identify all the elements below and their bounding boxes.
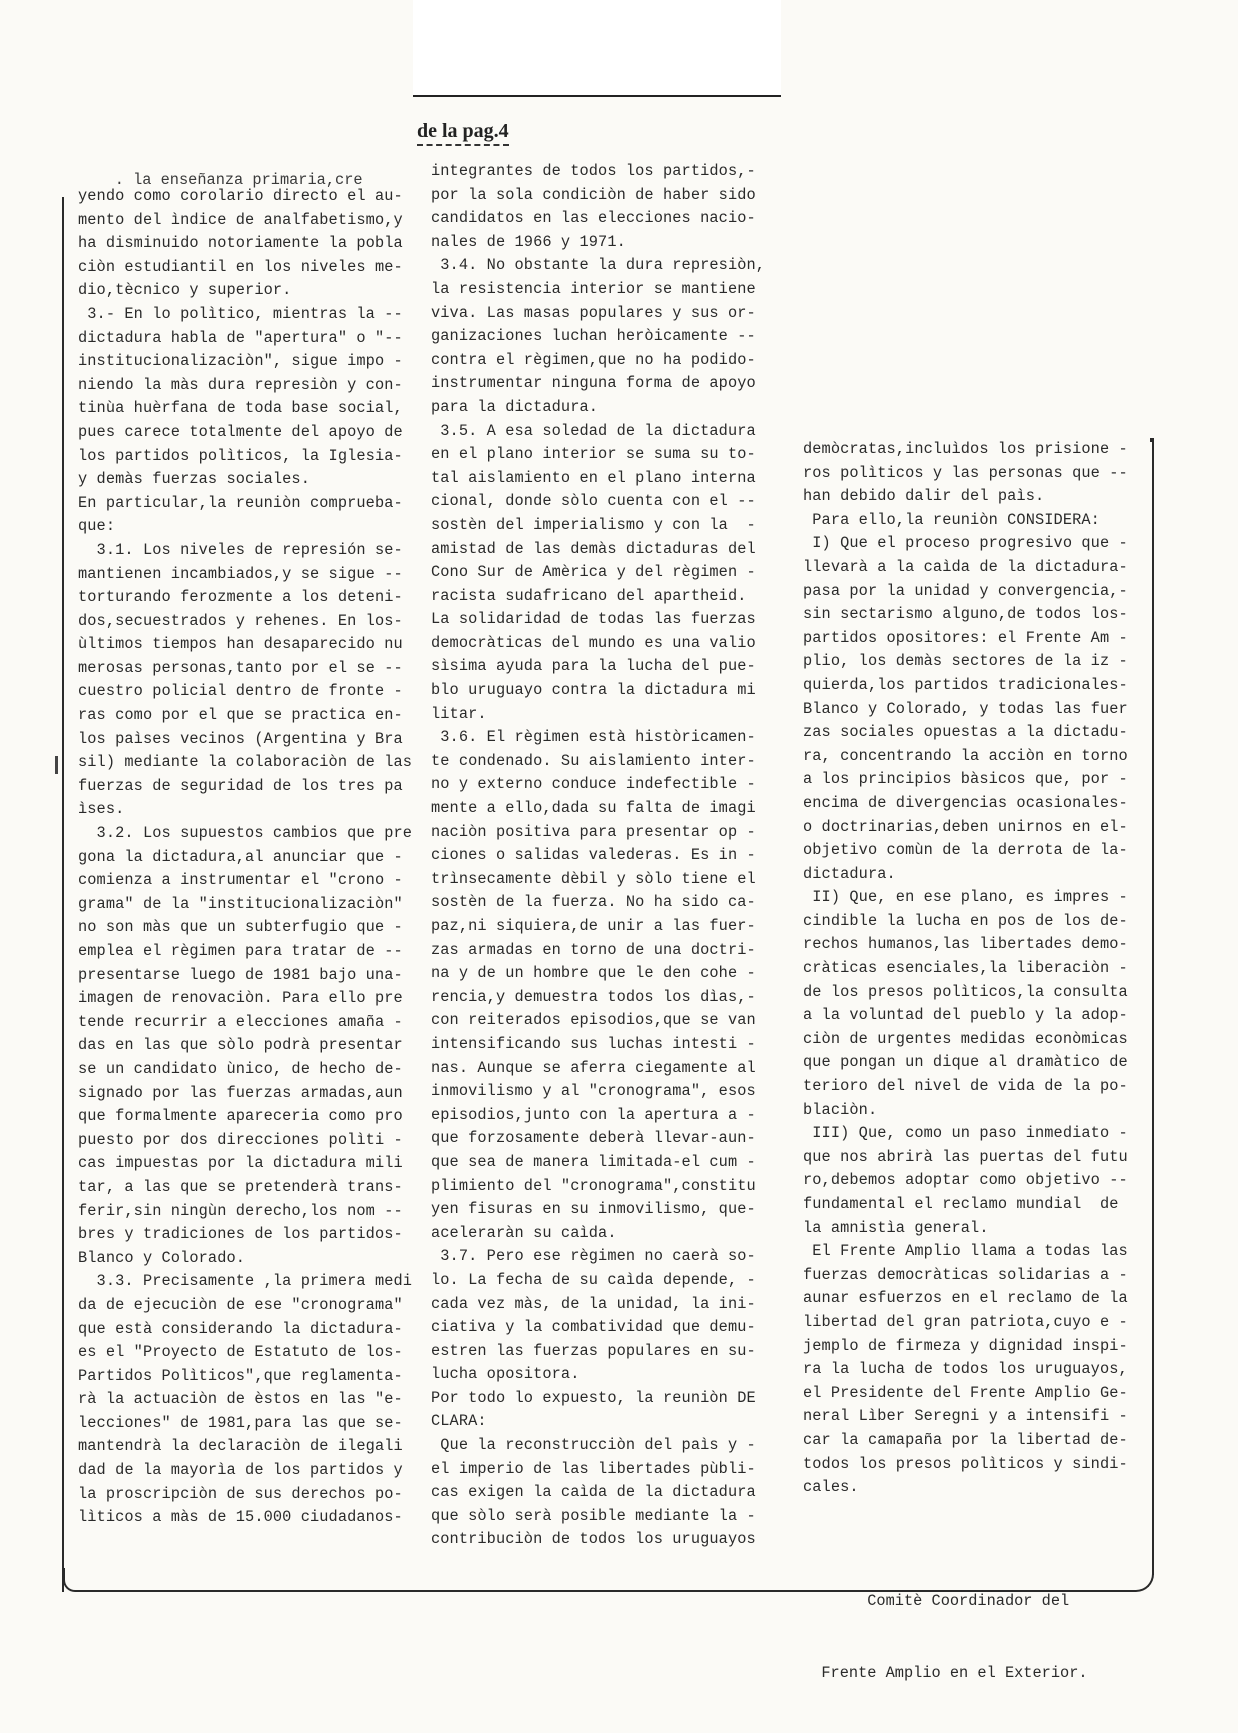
signature-line-2: Frente Amplio en el Exterior. [803,1664,1088,1682]
text-line: 3.2. Los supuestos cambios que pre [78,824,413,843]
text-line: encima de divergencias ocasionales- [803,793,1128,812]
text-line: aunar esfuerzos en el reclamo de la [803,1289,1128,1308]
text-line: litar. [431,704,487,723]
text-line: ganizaciones luchan heròicamente -- [431,327,756,346]
text-line: la proscripciòn de sus derechos po- [78,1484,403,1503]
text-line: los partidos polìticos, la Iglesia- [78,446,403,465]
text-line: zas sociales opuestas a la dictadu- [803,723,1128,742]
text-line: Blanco y Colorado, y todas las fuer [803,699,1128,718]
text-line: CLARA: [431,1412,487,1431]
text-line: cas impuestas por la dictadura mili [78,1154,403,1173]
text-line: 3.7. Pero ese règimen no caerà so- [431,1247,756,1266]
text-line: sostèn del imperialismo y con la - [431,515,756,534]
text-line: ra la lucha de todos los uruguayos, [803,1360,1128,1379]
text-line: ros polìticos y las personas que -- [803,463,1128,482]
text-line: libertad del gran patriota,cuyo e - [803,1312,1128,1331]
text-line: todos los presos polìticos y sindi- [803,1454,1128,1473]
text-line: 3.3. Precisamente ,la primera medi [78,1272,413,1291]
text-line: tinùa huèrfana de toda base social, [78,399,403,418]
signature-line-1: Comitè Coordinador del [803,1592,1070,1610]
text-line: la resistencia interior se mantiene [431,279,756,298]
text-line: terioro del nivel de vida de la po- [803,1077,1128,1096]
text-line: Por todo lo expuesto, la reuniòn DE [431,1388,756,1407]
text-line: no son màs que un subterfugio que - [78,918,403,937]
text-line: cindible la lucha en pos de los de- [803,911,1128,930]
text-line: plio, los demàs sectores de la iz - [803,652,1128,671]
text-line: dictadura habla de "apertura" o "-- [78,328,403,347]
text-line: racista sudafricano del apartheid. [431,586,747,605]
text-line: dictadura. [803,864,896,883]
text-line: fuerzas de seguridad de los tres pa [78,776,403,795]
text-line: mantendrà la declaraciòn de ilegali [78,1437,403,1456]
text-line: sin sectarismo alguno,de todos los- [803,605,1128,624]
text-line: es el "Proyecto de Estatuto de los- [78,1343,403,1362]
text-line: viva. Las masas populares y sus or- [431,303,756,322]
text-line: de los presos polìticos,la consulta [803,982,1128,1001]
text-line: rencia,y demuestra todos los dìas,- [431,987,756,1006]
text-line: fundamental el reclamo mundial de [803,1195,1119,1213]
text-line: Para ello,la reuniòn CONSIDERA: [803,510,1100,529]
text-line: jemplo de firmeza y dignidad inspi- [803,1336,1128,1355]
text-line: se un candidato ùnico, de hecho de- [78,1059,403,1078]
text-line: yen fisuras en su inmovilismo, que- [431,1200,756,1219]
text-line: dos,secuestrados y rehenes. En los- [78,611,403,630]
text-line: para la dictadura. [431,397,599,416]
text-line: tar, a las que se pretenderà trans- [78,1177,403,1196]
text-line: rà la actuaciòn de èstos en las "e- [78,1390,403,1409]
text-line: bres y tradiciones de los partidos- [78,1225,403,1244]
text-line: En particular,la reuniòn comprueba- [78,493,403,512]
text-line: que: [78,517,116,536]
text-line: imagen de renovaciòn. Para ello pre [78,989,403,1008]
text-line: objetivo comùn de la derrota de la- [803,841,1128,860]
text-line: blo uruguayo contra la dictadura mi [431,681,756,700]
text-line: la amnistìa general. [803,1218,989,1237]
text-line: das en las que sòlo podrà presentar [78,1036,403,1055]
continuation-tag: de la pag.4 [417,120,509,146]
text-line: cional, donde sòlo cuenta con el -- [431,492,756,511]
border-corner [1150,438,1154,442]
text-line: lecciones" de 1981,para las que se- [78,1413,403,1432]
text-line: partidos opositores: el Frente Am - [803,628,1128,647]
top-rule [413,95,781,97]
text-line: en el plano interior se suma su to- [431,445,756,464]
text-line: niendo la màs dura represiòn y con- [78,375,403,394]
text-line: car la camapaña por la libertad de- [803,1430,1128,1449]
text-line: trìnsecamente dèbil y sòlo tiene el [431,869,756,888]
text-line: El Frente Amplio llama a todas las [803,1242,1128,1261]
text-line: ro,debemos adoptar como objetivo -- [803,1171,1128,1190]
text-line: mento del ìndice de analfabetismo,y [78,210,403,229]
text-line: que sòlo serà posible mediante la - [431,1506,756,1525]
text-line: emplea el règimen para tratar de -- [78,942,403,960]
text-line: ciòn de urgentes medidas econòmicas [803,1029,1128,1048]
signature-block [803,1541,1088,1733]
text-line: 3.6. El règimen està històricamen- [431,728,756,747]
text-line: Blanco y Colorado. [78,1248,246,1267]
right-text-column [803,438,1128,1500]
left-border-line [62,197,64,1592]
text-line: dio,tècnico y superior. [78,281,292,300]
text-line: rechos humanos,las libertades demo- [803,935,1128,954]
cut-off-line: . la enseñanza primaria,cre [78,171,363,189]
text-line: estren las fuerzas populares en su- [431,1341,756,1360]
text-line: grama" de la "institucionalizaciòn" [78,894,403,913]
text-line: tende recurrir a elecciones amaña - [78,1012,403,1031]
text-line: neral Lìber Seregni y a intensifi - [803,1407,1128,1426]
text-line: que forzosamente deberà llevar-aun- [431,1129,756,1148]
margin-mark [55,756,58,774]
text-line: Que la reconstrucciòn del paìs y - [431,1436,756,1455]
text-line: na y de un hombre que le den cohe - [431,964,756,983]
text-line: ciòn estudiantil en los niveles me- [78,257,403,276]
text-line: el imperio de las libertades pùbli- [431,1459,756,1478]
text-line: o doctrinarias,deben unirnos en el- [803,817,1128,836]
text-line: presentarse luego de 1981 bajo una- [78,965,403,984]
text-line: 3.5. A esa soledad de la dictadura [431,421,756,440]
text-line: a la voluntad del pueblo y la adop- [803,1006,1128,1025]
text-line: mantienen incambiados,y se sigue -- [78,564,403,583]
text-line: nas. Aunque se aferra ciegamente al [431,1058,756,1077]
text-line: ùltimos tiempos han desaparecido nu [78,635,403,654]
text-line: 3.- En lo polìtico, mientras la -- [78,304,403,323]
text-line: La solidaridad de todas las fuerzas [431,610,756,629]
text-line: han debido dalir del paìs. [803,487,1045,506]
text-line: instrumentar ninguna forma de apoyo [431,374,756,393]
text-line: tal aislamiento en el plano interna [431,468,756,487]
text-line: cales. [803,1478,859,1497]
text-line: da de ejecuciòn de ese "cronograma" [78,1295,403,1314]
text-line: por la sola condiciòn de haber sido [431,185,756,204]
text-line: yendo como corolario directo el au- [78,187,403,205]
text-line: pasa por la unidad y convergencia,- [803,581,1128,600]
text-line: que està considerando la dictadura- [78,1319,403,1338]
text-line: institucionalizaciòn", sigue impo - [78,352,403,371]
text-line: lìticos a màs de 15.000 ciudadanos- [78,1508,403,1527]
text-line: inmovilismo y al "cronograma", esos [431,1082,756,1101]
text-line: que sea de manera limitada-el cum - [431,1152,756,1171]
text-line: te condenado. Su aislamiento inter- [431,751,756,770]
left-text-column [78,185,412,1530]
text-line: 3.1. Los niveles de represión se- [78,540,403,559]
text-line: zas armadas en torno de una doctri- [431,940,756,959]
text-line: ra, concentrando la acciòn en torno [803,746,1128,765]
text-line: naciòn positiva para presentar op - [431,822,756,841]
text-line: Cono Sur de Amèrica y del règimen - [431,563,756,582]
text-line: contribuciòn de todos los uruguayos [431,1530,756,1549]
text-line: merosas personas,tanto por el se -- [78,658,403,677]
text-line: ha disminuido notoriamente la pobla [78,234,403,253]
text-line: ìses. [78,800,125,819]
text-line: cuestro policial dentro de fronte - [78,682,403,701]
text-line: ferir,sin ningùn derecho,los nom -- [78,1201,403,1220]
text-line: que formalmente apareceria como pro [78,1107,403,1126]
text-line: que pongan un dique al dramàtico de [803,1053,1128,1072]
text-line: el Presidente del Frente Amplio Ge- [803,1383,1128,1402]
text-line: episodios,junto con la apertura a - [431,1105,756,1124]
text-line: nales de 1966 y 1971. [431,232,626,251]
right-border-line [1152,440,1154,1575]
text-line: I) Que el proceso progresivo que - [803,534,1128,553]
text-line: cas exigen la caìda de la dictadura [431,1483,756,1502]
text-line: contra el règimen,que no ha podido- [431,350,756,369]
text-line: quierda,los partidos tradicionales- [803,675,1128,694]
text-line: llevarà a la caìda de la dictadura- [803,557,1128,576]
text-line: comienza a instrumentar el "crono - [78,871,403,890]
text-line: plimiento del "cronograma",constitu [431,1176,756,1195]
text-line: los paìses vecinos (Argentina y Bra [78,729,403,748]
text-line: con reiterados episodios,que se van [431,1011,756,1030]
text-line: 3.4. No obstante la dura represiòn, [431,256,766,275]
text-line: intensificando sus luchas intesti - [431,1034,756,1053]
text-line: sostèn de la fuerza. No ha sido ca- [431,893,756,912]
text-line: ras como por el que se practica en- [78,706,403,725]
text-line: dad de la mayorìa de los partidos y [78,1461,403,1480]
text-line: mente a ello,dada su falta de imagi [431,799,756,818]
text-line: II) Que, en ese plano, es impres - [803,888,1128,907]
text-line: demòcratas,incluìdos los prisione - [803,440,1128,458]
text-line: sìsima ayuda para la lucha del pue- [431,657,756,676]
text-line: cràticas esenciales,la liberaciòn - [803,959,1128,978]
text-line: democràticas del mundo es una valio [431,633,756,652]
text-line: fuerzas democràticas solidarias a - [803,1265,1128,1284]
text-line: pues carece totalmente del apoyo de [78,422,403,441]
text-line: ciones o salidas valederas. Es in - [431,846,756,865]
text-line: paz,ni siquiera,de unir a las fuer- [431,917,756,935]
text-line: blaciòn. [803,1100,878,1119]
text-line: puesto por dos direcciones polìti - [78,1130,403,1149]
text-line: ciativa y la combatividad que demu- [431,1318,756,1337]
text-line: torturando ferozmente a los deteni- [78,588,403,607]
text-line: lucha opositora. [431,1365,580,1384]
text-line: no y externo conduce indefectible - [431,775,756,794]
text-line: sil) mediante la colaboraciòn de las [78,753,413,772]
text-line: integrantes de todos los partidos,- [431,162,756,180]
text-line: cada vez màs, de la unidad, la ini- [431,1294,756,1313]
text-line: candidatos en las elecciones nacio- [431,209,756,228]
text-line: y demàs fuerzas sociales. [78,470,310,489]
text-line: a los principios bàsicos que, por - [803,770,1128,789]
text-line: amistad de las demàs dictaduras del [431,539,756,558]
text-line: Partidos Polìticos",que reglamenta- [78,1366,403,1385]
top-paper-strip [413,0,781,96]
text-line: gona la dictadura,al anunciar que - [78,847,403,866]
text-line: III) Que, como un paso inmediato - [803,1124,1128,1143]
text-line: signado por las fuerzas armadas,aun [78,1083,403,1102]
text-line: aceleraràn su caìda. [431,1223,617,1242]
text-line: lo. La fecha de su caìda depende, - [431,1270,756,1289]
text-line: que nos abrirà las puertas del futu [803,1147,1128,1166]
middle-text-column [431,160,765,1552]
